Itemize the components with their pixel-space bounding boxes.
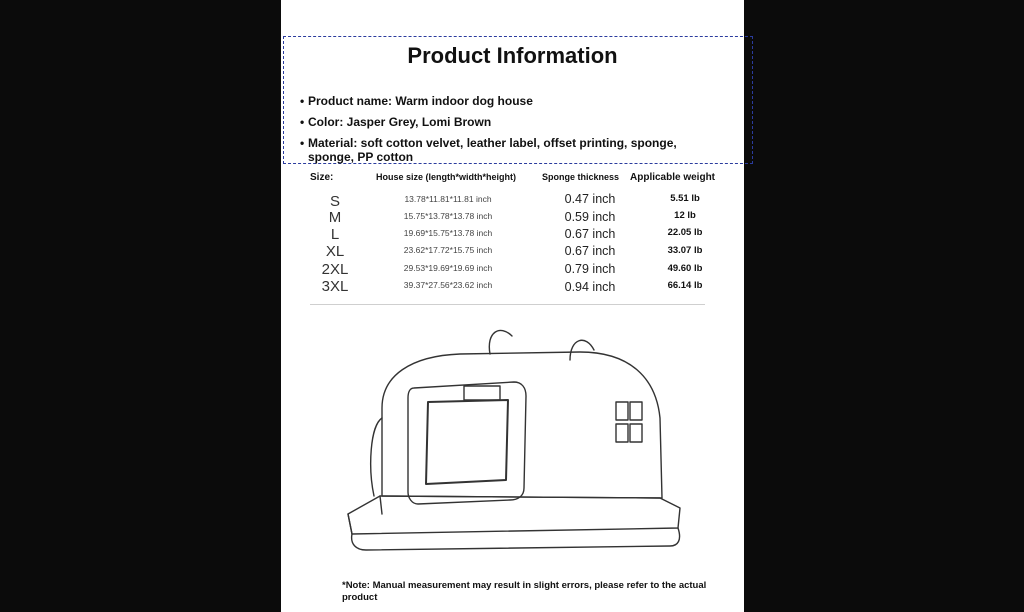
dimension-cell: 15.75*13.78*13.78 inch [403,211,493,221]
header-house-size: House size (length*width*height) [376,172,517,182]
weight-cell: 49.60 lb [667,263,703,274]
size-cell: L [330,226,340,243]
size-cell: S [329,193,340,210]
product-details-list [300,94,720,171]
bullet-dot-icon: • [300,136,305,150]
weight-cell: 12 lb [674,210,696,221]
dimension-cell: 23.62*17.72*15.75 inch [403,245,493,255]
weight-cell: 22.05 lb [667,227,703,238]
size-cell: M [328,209,342,226]
header-applicable-weight: Applicable weight [630,172,716,183]
bullet-dot-icon: • [300,115,305,129]
measurement-note: *Note: Manual measurement may result in slight errors, please refer to the actual product [342,580,707,603]
size-cell: 2XL [321,261,349,278]
sponge-cell: 0.94 inch [564,280,616,294]
bullet-dot-icon: • [300,94,305,108]
sponge-cell: 0.47 inch [564,192,616,206]
weight-cell: 33.07 lb [667,245,703,256]
header-sponge-thickness: Sponge thickness [542,172,620,182]
size-cell: XL [325,243,345,260]
bullet-product-name: • Product name: Warm indoor dog house [300,94,533,108]
weight-cell: 5.51 lb [670,193,700,204]
dog-house-illustration [330,318,700,580]
sponge-cell: 0.67 inch [564,244,616,258]
dimension-cell: 13.78*11.81*11.81 inch [404,194,492,204]
size-cell: 3XL [321,278,349,295]
sponge-cell: 0.59 inch [564,210,616,224]
dimension-cell: 19.69*15.75*13.78 inch [403,228,493,238]
bullet-color: • Color: Jasper Grey, Lomi Brown [300,115,492,129]
divider [310,304,705,305]
sponge-cell: 0.67 inch [564,227,616,241]
dimension-cell: 29.53*19.69*19.69 inch [403,263,493,273]
sponge-cell: 0.79 inch [564,262,616,276]
weight-cell: 66.14 lb [667,280,703,291]
header-size: Size: [310,172,334,183]
page-title: Product Information [407,43,618,68]
dimension-cell: 39.37*27.56*23.62 inch [403,280,493,290]
bullet-material: • Material: soft cotton velvet, leather label, offset printing, sponge, sponge, PP cotton [300,136,677,164]
